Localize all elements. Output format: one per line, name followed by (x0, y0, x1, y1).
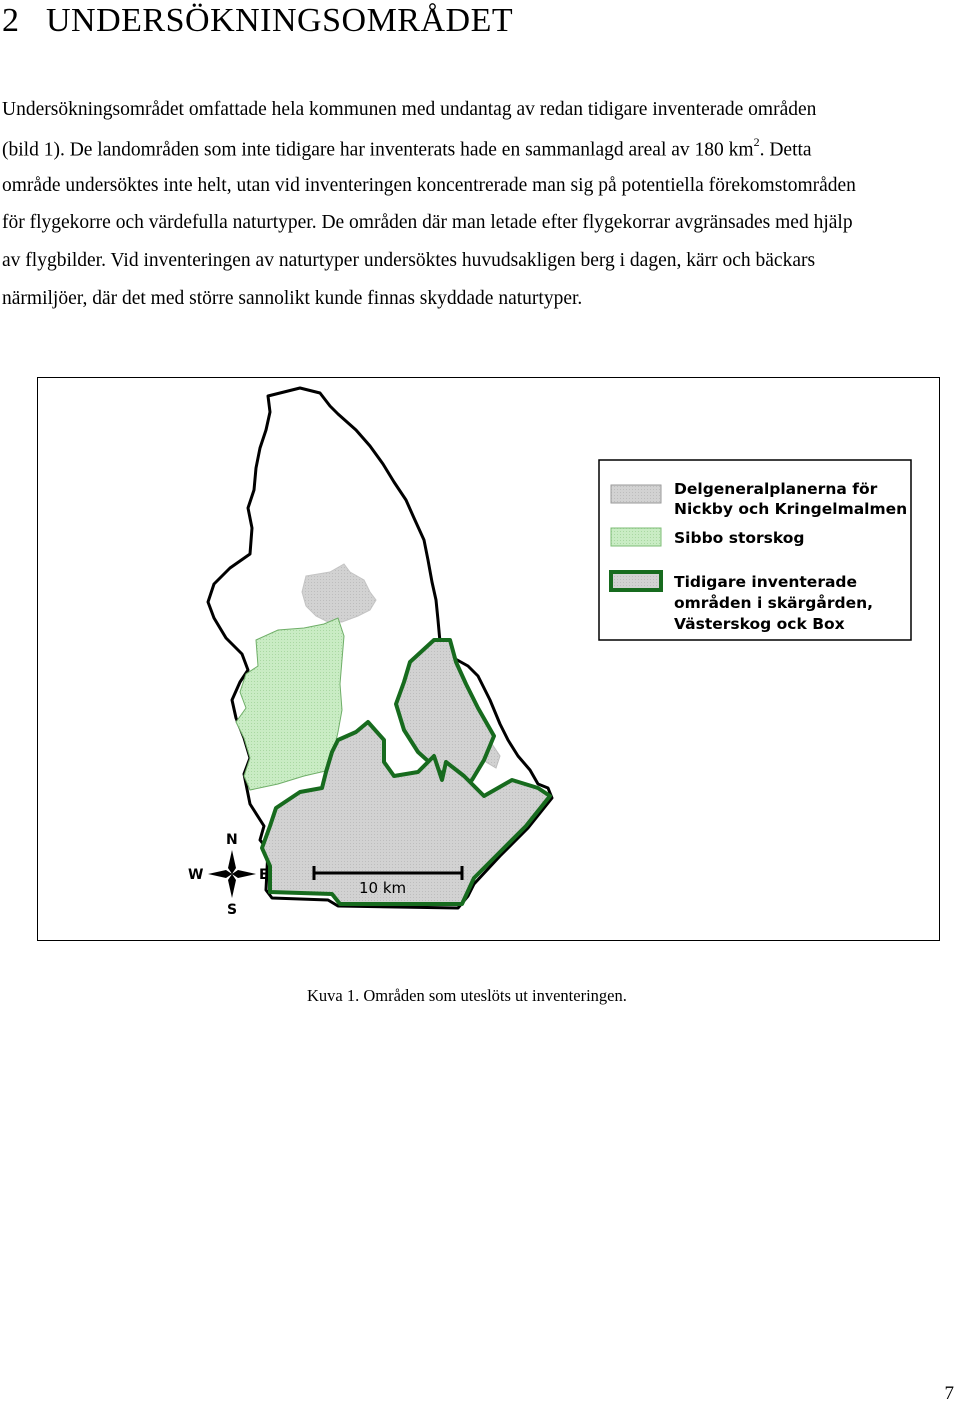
paragraph-text: (bild 1). De landområden som inte tidigare har inventerats hade en sammanlagd areal av 180 km (2, 139, 754, 161)
paragraph-line: för flygekorre och värdefulla naturtyper. De områden där man letade efter flygekorrar avgränsades med hjälp (2, 212, 853, 233)
legend-swatch-grey (611, 485, 661, 503)
figure-caption: Kuva 1. Områden som uteslöts ut inventeringen. (307, 986, 627, 1005)
map-figure (37, 377, 940, 941)
legend-label: Nickby och Kringelmalmen (674, 500, 908, 518)
compass-west: W (188, 867, 204, 883)
compass-rose-icon (188, 832, 269, 918)
legend-swatch-green-border (611, 572, 661, 590)
superscript: 2 (753, 135, 760, 149)
paragraph-line: närmiljöer, där det med större sannolikt kunde finnas skyddade naturtyper. (2, 288, 583, 309)
legend-label: områden i skärgården, (674, 594, 874, 612)
section-number: 2 (2, 2, 20, 39)
map-svg (38, 378, 941, 942)
section-title: UNDERSÖKNINGSOMRÅDET (46, 2, 514, 39)
legend-label: Tidigare inventerade (674, 573, 858, 591)
paragraph-line: av flygbilder. Vid inventeringen av naturtyper undersöktes huvudsakligen berg i dagen, kärr och bäckars (2, 250, 816, 271)
paragraph-line (2, 137, 958, 162)
compass-north: N (226, 832, 238, 848)
scale-label: 10 km (359, 879, 407, 897)
legend-label: Sibbo storskog (674, 529, 805, 547)
compass-east: E (259, 867, 269, 883)
compass-south: S (227, 902, 238, 918)
paragraph-line: Undersökningsområdet omfattade hela kommunen med undantag av redan tidigare inventerade områden (2, 99, 817, 120)
map-legend (599, 460, 911, 640)
paragraph-text: . Detta (759, 139, 812, 161)
section-heading (2, 2, 513, 40)
paragraph-line: område undersöktes inte helt, utan vid inventeringen koncentrerade man sig på potentiella förekomstområden (2, 175, 856, 196)
legend-label: Delgeneralplanerna för (674, 480, 878, 498)
legend-swatch-green (611, 528, 661, 546)
legend-label: Västerskog ock Box (674, 615, 845, 633)
page-number: 7 (944, 1383, 954, 1404)
